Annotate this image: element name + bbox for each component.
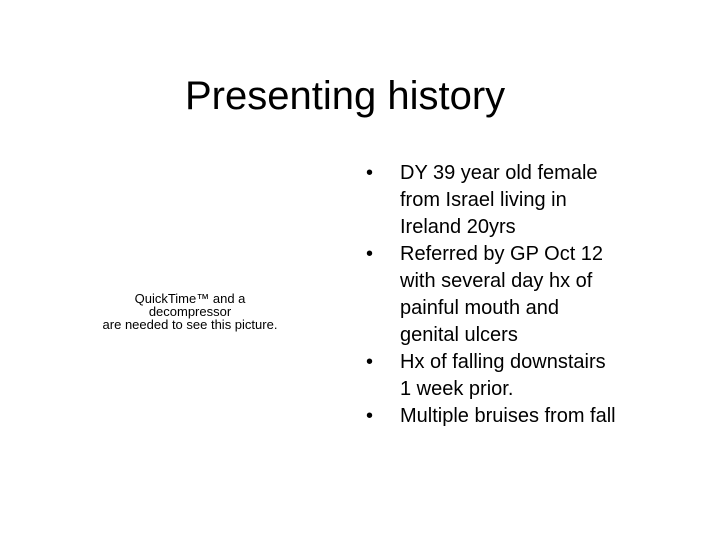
bullet-line: Multiple bruises from fall [400,405,616,427]
slide-title: Presenting history [185,74,506,118]
placeholder-line: QuickTime™ and a [134,291,246,306]
bullet-line: with several day hx of [400,270,593,292]
bullet-line: from Israel living in [400,189,567,211]
bullet-icon: • [366,162,374,184]
bullet-text [400,241,686,349]
bullet-text [400,403,686,430]
bullet-icon: • [366,405,374,427]
bullet-line: Referred by GP Oct 12 [400,243,604,265]
bullet-item [366,241,686,349]
bullet-icon: • [366,243,374,265]
bullet-item [366,349,686,403]
bullet-line: DY 39 year old female [400,162,598,184]
bullet-icon: • [366,351,374,373]
placeholder-line: are needed to see this picture. [102,317,278,332]
bullet-list [366,160,686,430]
bullet-line: 1 week prior. [400,378,514,400]
bullet-text [400,349,686,403]
bullet-item [366,160,686,241]
bullet-item [366,403,686,430]
placeholder-line: decompressor [148,304,232,319]
bullet-line: Hx of falling downstairs [400,351,606,373]
bullet-line: painful mouth and [400,297,560,319]
bullet-line: Ireland 20yrs [400,216,516,238]
bullet-line: genital ulcers [400,324,518,346]
quicktime-image-placeholder [90,292,290,331]
bullet-text [400,160,686,241]
